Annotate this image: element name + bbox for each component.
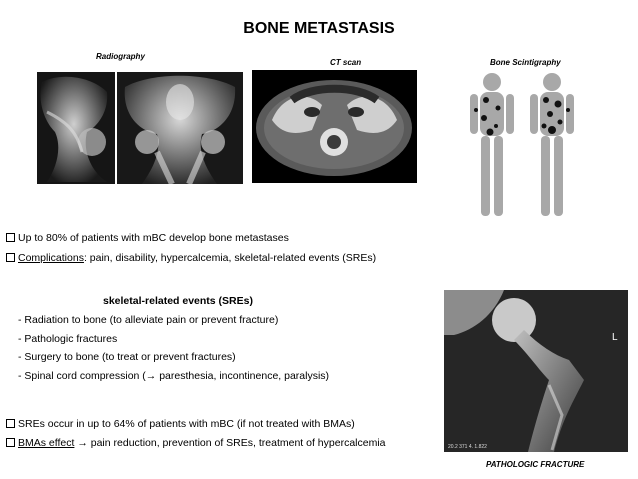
caption-radiography: Radiography <box>96 52 145 61</box>
caption-ct-scan: CT scan <box>330 58 362 67</box>
bullet-item: Up to 80% of patients with mBC develop bone metastases <box>6 232 289 244</box>
sre-list-item: - Radiation to bone (to alleviate pain or prevent fracture) <box>18 314 279 326</box>
xray-imprint-label: 20.2 371 4. 1.822 <box>448 444 487 450</box>
bmas-effect-label: BMAs effect <box>18 437 75 449</box>
checkbox-bullet-icon <box>6 438 15 447</box>
sre-list-item: - Spinal cord compression (→ paresthesia, incontinence, paralysis) <box>18 370 330 382</box>
checkbox-bullet-icon <box>6 253 15 262</box>
caption-pathologic-fracture: PATHOLOGIC FRACTURE <box>486 460 585 469</box>
radiograph-pelvis-right <box>117 72 243 184</box>
radiograph-pelvis-left <box>37 72 115 184</box>
slide-title: BONE METASTASIS <box>243 20 395 37</box>
sre-list-item: - Surgery to bone (to treat or prevent fractures) <box>18 351 236 363</box>
xray-marker-l: L <box>612 332 618 343</box>
pathologic-fracture-xray <box>444 290 628 452</box>
sre-list-item: - Pathologic fractures <box>18 333 118 345</box>
bone-scintigraphy-image <box>456 70 584 230</box>
bullet-item: Complications: pain, disability, hypercalcemia, skeletal-related events (SREs) <box>6 252 376 264</box>
caption-bone-scintigraphy: Bone Scintigraphy <box>490 58 561 67</box>
checkbox-bullet-icon <box>6 419 15 428</box>
bullet-item: BMAs effect → pain reduction, prevention of SREs, treatment of hypercalcemia <box>6 437 386 449</box>
bullet-item: SREs occur in up to 64% of patients with mBC (if not treated with BMAs) <box>6 418 355 430</box>
ct-scan-image <box>252 70 417 183</box>
checkbox-bullet-icon <box>6 233 15 242</box>
complications-label: Complications <box>18 252 84 264</box>
sre-heading: skeletal-related events (SREs) <box>103 295 253 307</box>
